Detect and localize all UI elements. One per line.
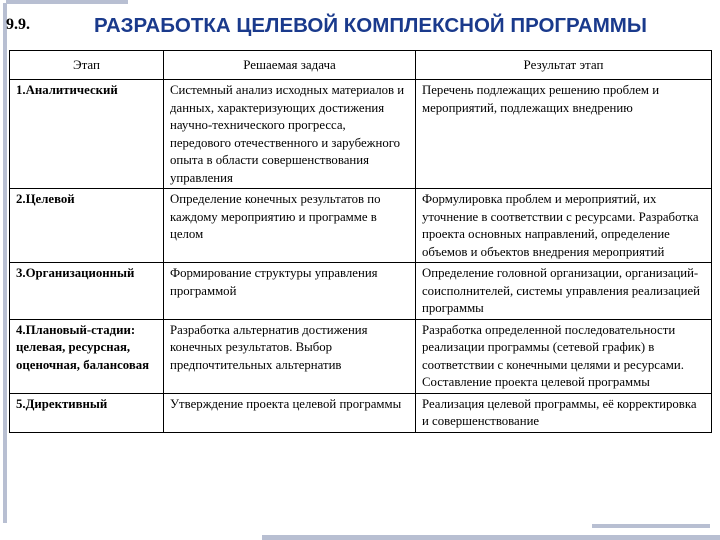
table-row <box>10 263 712 320</box>
page-title: РАЗРАБОТКА ЦЕЛЕВОЙ КОМПЛЕКСНОЙ ПРОГРАММЫ <box>94 14 647 37</box>
stage-cell: 5.Директивный <box>10 393 164 432</box>
stage-cell: 2.Целевой <box>10 189 164 263</box>
task-cell: Разработка альтернатив достижения конечных результатов. Выбор предпочтительных альтернатив <box>164 319 416 393</box>
header-result: Результат этап <box>416 51 712 80</box>
result-cell: Формулировка проблем и мероприятий, их уточнение в соответствии с ресурсами. Разработка проекта основных направлений, определение объемов и объектов внедрения мероприятий <box>416 189 712 263</box>
result-cell: Разработка определенной последовательности реализации программы (сетевой график) в соответствии с конечными целями и ресурсами. Составление проекта целевой программы <box>416 319 712 393</box>
table-row <box>10 80 712 189</box>
stage-cell: 3.Организационный <box>10 263 164 320</box>
stage-cell: 4.Плановый-стадии: целевая, ресурсная, оценочная, балансовая <box>10 319 164 393</box>
stage-cell: 1.Аналитический <box>10 80 164 189</box>
table-header-row <box>10 51 712 80</box>
table-row <box>10 319 712 393</box>
decor-bar-left <box>3 3 7 523</box>
slide-number: 9.9. <box>6 16 30 33</box>
task-cell: Утверждение проекта целевой программы <box>164 393 416 432</box>
result-cell: Реализация целевой программы, её корректировка и совершенствование <box>416 393 712 432</box>
header-task: Решаемая задача <box>164 51 416 80</box>
task-cell: Определение конечных результатов по каждому мероприятию и программе в целом <box>164 189 416 263</box>
decor-bar-bottom <box>262 535 720 540</box>
task-cell: Системный анализ исходных материалов и данных, характеризующих достижения научно-технического прогресса, передового отечественного и зарубежного опыта в области совершенствования управления <box>164 80 416 189</box>
table-row <box>10 393 712 432</box>
decor-bar-top <box>6 0 128 4</box>
program-table <box>9 50 712 433</box>
header-stage: Этап <box>10 51 164 80</box>
table-row <box>10 189 712 263</box>
result-cell: Определение головной организации, организаций-соисполнителей, системы управления реализацией программы <box>416 263 712 320</box>
result-cell: Перечень подлежащих решению проблем и мероприятий, подлежащих внедрению <box>416 80 712 189</box>
task-cell: Формирование структуры управления программой <box>164 263 416 320</box>
decor-bar-bottom-right <box>592 524 710 528</box>
